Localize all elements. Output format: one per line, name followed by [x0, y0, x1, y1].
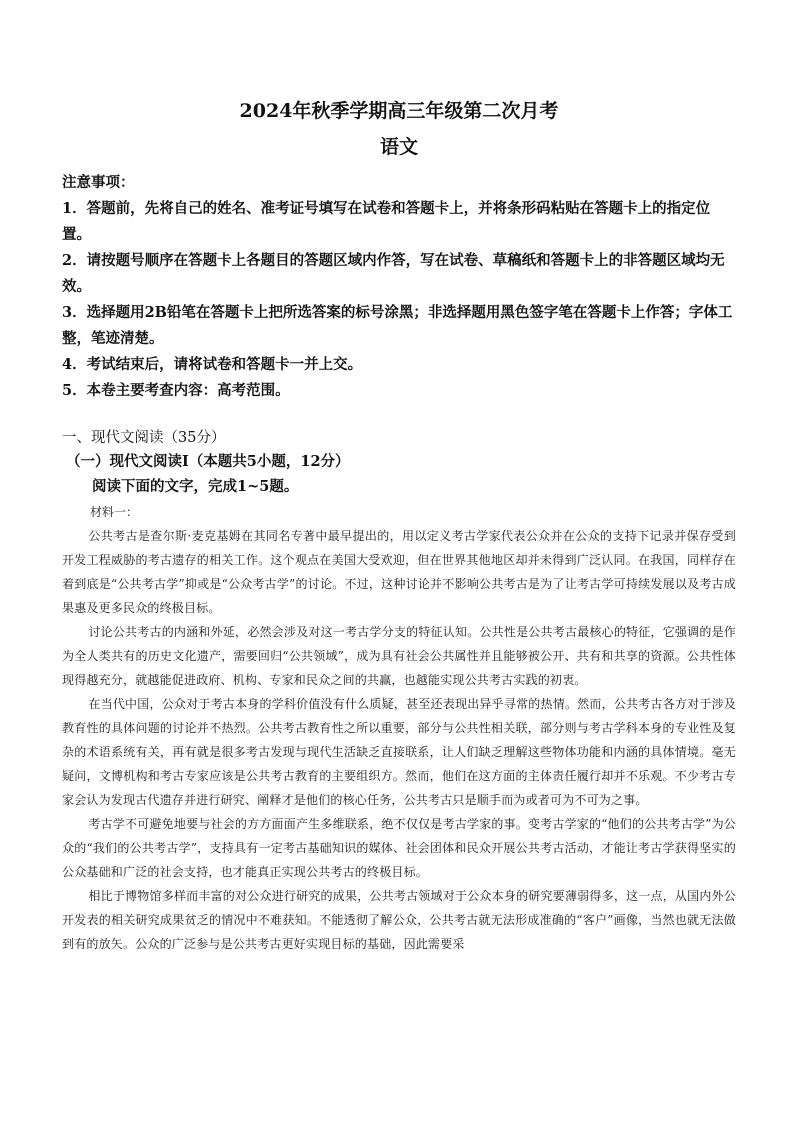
material-label: 材料一：: [90, 505, 139, 519]
paragraph-3: 在当代中国，公众对于考古本身的学科价值没有什么质疑，甚至还表现出异乎寻常的热情。然而，公共考古各方对于涉及教育性的具体问题的讨论并不热烈。公共考古教育性之所以重要，部分与公共性相关联，部分则与考古学科本身的专业性及复杂的术语系统有关，再有就是很多考古发现与现代生活缺乏直接联系，让人们缺乏理解这些物体功能和内涵的具体情境。毫无疑问，文博机构和考古专家应该是公共考古教育的主要组织方。然而，他们在这方面的主体责任履行却并不乐观。不少考古专家会认为发现古代遗存并进行研究、阐释才是他们的核心任务，公共考古只是顺手而为或者可为不可为之事。: [62, 697, 736, 807]
notice-item-3: 3．选择题用2B铅笔在答题卡上把所选答案的标号涂黑；非选择题用黑色签字笔在答题卡上作答；字体工整，笔迹清楚。: [62, 304, 733, 347]
paragraph-5: 相比于博物馆多样而丰富的对公众进行研究的成果，公共考古领域对于公众本身的研究要薄弱得多，这一点，从国内外公开发表的相关研究成果贫乏的情况中不难获知。不能透彻了解公众，公共考古就无法形成准确的“客户”画像，当然也就无法做到有的放矢。公众的广泛参与是公共考古更好实现目标的基础，因此需要采: [62, 889, 736, 951]
notice-heading: 注意事项：: [62, 174, 135, 191]
paragraph-4: 考古学不可避免地要与社会的方方面面产生多维联系，绝不仅仅是考古学家的事。变考古学家的“他们的公共考古学”为公众的“我们的公共考古学”，支持具有一定考古基础知识的媒体、社会团体和民众开展公共考古活动，才能让考古学获得坚实的公众基础和广泛的社会支持，也才能真正实现公共考古的终极目标。: [62, 817, 736, 879]
subsection-heading: （一）现代文阅读Ⅰ（本题共5小题，12分）: [66, 453, 350, 470]
notice-item-4: 4．考试结束后，请将试卷和答题卡一并上交。: [62, 356, 363, 373]
section-heading: 一、现代文阅读（35分）: [62, 430, 226, 446]
paragraph-2: 讨论公共考古的内涵和外延，必然会涉及对这一考古学分支的特征认知。公共性是公共考古最核心的特征，它强调的是作为全人类共有的历史文化遗产，需要回归“公共领域”，成为具有社会公共属性并且能够被公开、共有和共享的资源。公共性体现得越充分，就越能促进政府、机构、专家和民众之间的共赢，也越能实现公共考古实践的初衷。: [62, 625, 736, 687]
notice-item-5: 5．本卷主要考查内容：高考范围。: [62, 382, 290, 399]
paragraph-1: 公共考古是查尔斯·麦克基姆在其同名专著中最早提出的，用以定义考古学家代表公众并在公众的支持下记录并保存受到开发工程威胁的考古遗存的相关工作。这个观点在美国大受欢迎，但在世界其他地区却并未得到广泛认同。在我国，同样存在着到底是“公共考古学”抑或是“公众考古学”的讨论。不过，这种讨论并不影响公共考古是为了让考古学可持续发展以及考古成果惠及更多民众的终极目标。: [62, 529, 736, 615]
exam-title: 2024年秋季学期高三年级第二次月考: [239, 100, 559, 122]
reading-instruction: 阅读下面的文字，完成1~5题。: [92, 478, 299, 495]
notice-item-1: 1．答题前，先将自己的姓名、准考证号填写在试卷和答题卡上，并将条形码粘贴在答题卡上的指定位置。: [62, 200, 711, 243]
notice-block: [62, 170, 736, 404]
subject-title: 语文: [379, 136, 418, 158]
notice-item-2: 2．请按题号顺序在答题卡上各题目的答题区域内作答，写在试卷、草稿纸和答题卡上的非答题区域均无效。: [62, 252, 725, 295]
